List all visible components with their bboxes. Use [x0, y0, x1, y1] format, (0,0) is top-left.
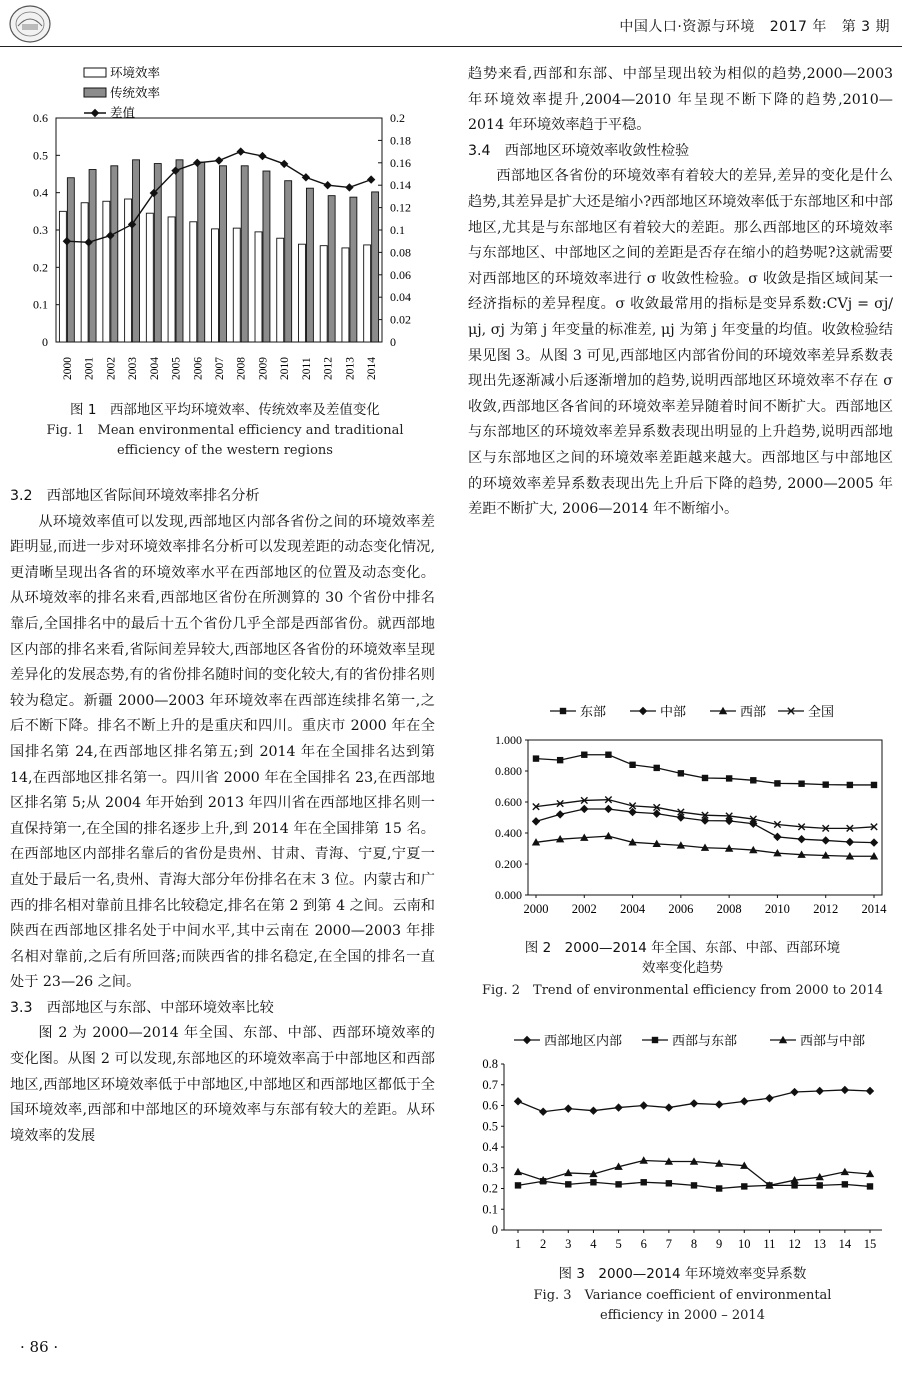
- fig3-xtick-label: 13: [813, 1237, 826, 1251]
- fig1-bar-env: [233, 228, 240, 342]
- fig2-xtick-label: 2008: [716, 902, 742, 916]
- fig2-xtick-label: 2002: [571, 902, 597, 916]
- fig2-point-0: [726, 775, 732, 781]
- header-rule: [0, 46, 902, 47]
- fig1-xtick-label: 2001: [83, 357, 96, 380]
- fig3-xtick-label: 6: [640, 1237, 647, 1251]
- fig1-ytick-label-right: 0.12: [390, 200, 411, 215]
- fig1-bar-env: [212, 229, 219, 342]
- fig1-bar-env: [298, 244, 305, 342]
- fig3-point-0: [765, 1094, 773, 1102]
- fig1-bar-trad: [220, 166, 227, 342]
- fig3-point-1: [615, 1181, 621, 1187]
- fig1-bar-trad: [285, 181, 292, 342]
- fig2-ytick-label: 0.000: [495, 888, 522, 902]
- fig2-point-0: [847, 782, 853, 788]
- fig1-ytick-label-right: 0.08: [390, 245, 411, 260]
- fig1-bar-trad: [154, 164, 161, 342]
- fig1-bar-trad: [111, 166, 118, 342]
- fig1-ytick-label-left: 0.6: [33, 111, 48, 125]
- fig1-ytick-label-left: 0: [42, 335, 48, 349]
- fig1-legend-label-diff: 差值: [110, 106, 136, 120]
- fig1-bar-env: [342, 248, 349, 342]
- fig2-point-1: [773, 833, 781, 841]
- fig3-legend-label-2: 西部与中部: [800, 1033, 866, 1048]
- fig3-ytick-label: 0.2: [482, 1181, 498, 1196]
- fig1-legend-label-env: 环境效率: [110, 66, 161, 80]
- fig3-point-1: [817, 1182, 823, 1188]
- fig1-xtick-label: 2011: [300, 357, 313, 380]
- left-text-column: [10, 484, 435, 1149]
- fig1-ytick-label-right: 0.16: [390, 155, 411, 170]
- fig1-bar-env: [190, 222, 197, 342]
- fig3-xtick-label: 12: [788, 1237, 801, 1251]
- fig1-bar-env: [125, 199, 132, 342]
- fig1-ytick-label-left: 0.3: [33, 223, 48, 237]
- fig1-bar-trad: [306, 188, 313, 342]
- fig3-xtick-label: 5: [615, 1237, 622, 1251]
- fig1-ytick-label-left: 0.4: [33, 185, 48, 200]
- fig1-chart: [4, 60, 436, 400]
- running-header: [619, 16, 890, 36]
- fig1-legend-swatch-env: [84, 68, 106, 77]
- fig1-legend-label-trad: 传统效率: [110, 86, 161, 100]
- fig2-xtick-label: 2014: [861, 902, 887, 916]
- fig3-point-0: [866, 1087, 874, 1095]
- fig3-point-0: [640, 1101, 648, 1109]
- fig3-ytick-label: 0: [491, 1223, 498, 1237]
- fig2-point-0: [798, 781, 804, 787]
- fig2-legend-label-2: 西部: [740, 704, 767, 719]
- fig2-point-1: [822, 836, 830, 844]
- fig2-point-0: [774, 780, 780, 786]
- section-3-3-body: 图 2 为 2000—2014 年全国、东部、中部、西部环境效率的变化图。从图 2 可以发现,东部地区的环境效率高于中部地区和西部地区,西部地区环境效率低于中部地区,中部地区和西部地区都低于全国环境效率,西部和中部地区的环境效率与东部有较大的差距。从环境效率的发展: [10, 1025, 435, 1144]
- journal-year: 2017 年: [769, 19, 827, 35]
- fig3-point-0: [614, 1103, 622, 1111]
- fig1-ytick-label-right: 0.06: [390, 267, 411, 282]
- fig2-caption-zh-2: 效率变化趋势: [642, 960, 723, 976]
- fig3-xtick-label: 3: [565, 1237, 572, 1251]
- fig2-caption-zh-1: 图 2 2000—2014 年全国、东部、中部、西部环境: [524, 940, 841, 956]
- fig3-point-1: [716, 1185, 722, 1191]
- fig2-point-1: [870, 838, 878, 846]
- fig1-point-diff: [345, 183, 353, 191]
- fig1-xtick-label: 2006: [192, 357, 205, 380]
- fig1-ytick-label-left: 0.5: [33, 148, 48, 163]
- fig1-xtick-label: 2007: [214, 357, 226, 380]
- fig1-bar-trad: [89, 170, 96, 342]
- fig3-xtick-label: 15: [863, 1237, 877, 1251]
- fig3-xtick-label: 14: [838, 1237, 852, 1251]
- fig1-point-diff: [237, 147, 245, 155]
- fig1-bar-env: [364, 245, 371, 342]
- fig2-point-1: [604, 805, 612, 813]
- fig1-caption-en-1: Fig. 1 Mean environmental efficiency and traditional: [46, 423, 404, 438]
- section-3-2-heading: 3.2 西部地区省际间环境效率排名分析: [10, 488, 260, 504]
- fig1-bar-trad: [328, 196, 335, 342]
- fig1-bar-trad: [241, 166, 248, 342]
- fig1-bar-env: [59, 211, 66, 342]
- fig3-point-2: [514, 1168, 522, 1175]
- figure-3: [470, 1022, 895, 1254]
- fig3-legend-label-0: 西部地区内部: [544, 1033, 623, 1048]
- figure-2: [470, 693, 895, 925]
- fig1-bar-trad: [350, 197, 357, 342]
- fig3-point-1: [515, 1182, 521, 1188]
- fig3-xtick-label: 9: [716, 1237, 723, 1251]
- fig3-point-0: [690, 1099, 698, 1107]
- fig2-point-0: [629, 762, 635, 768]
- fig3-point-2: [841, 1168, 849, 1175]
- fig1-point-diff: [323, 181, 331, 189]
- journal-name: 中国人口·资源与环境: [619, 19, 755, 35]
- fig1-xtick-label: 2010: [279, 357, 292, 380]
- fig1-ytick-label-right: 0.18: [390, 133, 411, 148]
- fig2-xtick-label: 2006: [668, 902, 694, 916]
- fig1-bar-trad: [198, 162, 205, 342]
- fig1-caption-en-2: efficiency of the western regions: [117, 443, 333, 458]
- fig3-xtick-label: 11: [763, 1237, 776, 1251]
- fig2-point-0: [702, 775, 708, 781]
- fig2-point-1: [846, 838, 854, 846]
- fig3-point-1: [867, 1183, 873, 1189]
- fig1-bar-env: [103, 201, 110, 342]
- fig3-ytick-label: 0.3: [482, 1160, 498, 1175]
- journal-issue: 第 3 期: [841, 19, 890, 35]
- section-3-2-body: 从环境效率值可以发现,西部地区内部各省份之间的环境效率差距明显,而进一步对环境效率排名分析可以发现差距的动态变化情况,更清晰呈现出各省的环境效率水平在西部地区的位置及动态变化。从环境效率的排名来看,西部地区省份在所测算的 30 个省份中排名靠后,全国排名中的最后十五个省份几乎全部是西部省份。就西部地区内部的排名来看,省际间差异较大,西部地区各省份的环境效率呈现差异化的发展态势,有的省份排名随时间的变化较大,有的省份排名则较为稳定。新疆 2000—2003 年环境效率在西部连续排名第一,之后不断下降。排名不断上升的是重庆和四川。重庆市 2000 年在全国排名第 24,在西部地区排名第五;到 2014 年在全国排名达到第 14,在西部地区排名第一。四川省 2000 年在全国排名 23,在西部地区排名第 5;从 2004 年开始到 2013 年四川省在西部地区排名则一直保持第一,在全国的排名逐步上升,到 2014 年在全国排第 15 名。在西部地区内部排名靠后的省份是贵州、甘肃、青海、宁夏,宁夏一直处于最后一名,贵州、青海大部分年份排名在末 3 位。内蒙古和广西的排名相对靠前且排名比较稳定,排名在第 2 到第 4 之间。云南和陕西在西部地区排名处于中间水平,其中云南在 2000—2003 年排名相对靠前,之后有所回落;而陕西省的排名稳定,在全国的排名一直处于 23—26 之间。: [10, 513, 435, 991]
- fig2-point-1: [580, 805, 588, 813]
- section-3-3-continued: 趋势来看,西部和东部、中部呈现出较为相似的趋势,2000—2003 年环境效率提升,2004—2010 年呈现不断下降的趋势,2010—2014 年环境效率趋于平稳。: [468, 66, 893, 134]
- fig2-point-0: [533, 755, 539, 761]
- section-3-3-heading: 3.3 西部地区与东部、中部环境效率比较: [10, 999, 274, 1016]
- fig2-xtick-label: 2004: [620, 902, 646, 916]
- fig3-ytick-label: 0.7: [482, 1077, 498, 1092]
- fig1-xtick-label: 2005: [170, 357, 183, 380]
- fig1-ytick-label-right: 0.14: [390, 178, 411, 193]
- fig1-bar-env: [81, 203, 88, 342]
- fig3-chart: [470, 1022, 895, 1254]
- fig2-xtick-label: 2012: [813, 902, 839, 916]
- fig1-legend-marker-diff: [91, 109, 99, 117]
- fig2-legend-marker-0: [560, 708, 566, 714]
- fig2-point-1: [532, 817, 540, 825]
- fig3-point-1: [565, 1181, 571, 1187]
- page-number: · 86 ·: [20, 1338, 59, 1356]
- fig2-point-0: [750, 777, 756, 783]
- fig3-point-0: [564, 1104, 572, 1112]
- fig1-point-diff: [302, 173, 310, 181]
- fig1-caption-zh: 图 1 西部地区平均环境效率、传统效率及差值变化: [70, 402, 380, 418]
- fig2-ytick-label: 0.200: [495, 857, 522, 871]
- fig2-point-2: [604, 832, 612, 839]
- fig3-xtick-label: 7: [665, 1237, 672, 1251]
- fig3-point-0: [665, 1103, 673, 1111]
- fig2-ytick-label: 0.400: [495, 826, 522, 840]
- fig2-point-1: [797, 835, 805, 843]
- fig2-point-0: [654, 765, 660, 771]
- fig1-xtick-label: 2012: [322, 357, 335, 380]
- fig1-bar-trad: [67, 178, 74, 342]
- fig1-bar-env: [320, 246, 327, 342]
- right-text-column: [468, 62, 893, 523]
- fig2-point-0: [678, 770, 684, 776]
- fig1-xtick-label: 2003: [127, 357, 140, 380]
- fig1-bar-env: [168, 217, 175, 342]
- fig3-ytick-label: 0.4: [482, 1140, 498, 1154]
- fig2-point-0: [871, 782, 877, 788]
- fig2-ytick-label: 0.800: [495, 764, 522, 778]
- fig1-ytick-label-right: 0.04: [390, 290, 411, 305]
- fig2-caption-en: Fig. 2 Trend of environmental efficiency from 2000 to 2014: [482, 983, 883, 998]
- fig1-bar-env: [146, 213, 153, 342]
- fig2-point-0: [581, 752, 587, 758]
- fig1-ytick-label-left: 0.1: [33, 297, 48, 312]
- fig2-chart: [470, 693, 895, 925]
- fig2-legend-marker-1: [639, 707, 647, 715]
- fig3-point-0: [740, 1097, 748, 1105]
- fig1-bar-trad: [133, 160, 140, 342]
- fig3-caption-en-2: efficiency in 2000 – 2014: [600, 1308, 765, 1323]
- figure-1: [4, 60, 436, 400]
- fig1-bar-trad: [372, 192, 379, 342]
- fig2-ytick-label: 1.000: [495, 733, 522, 747]
- fig1-bar-trad: [176, 160, 183, 342]
- fig3-point-1: [590, 1179, 596, 1185]
- fig3-legend-label-1: 西部与东部: [672, 1033, 738, 1048]
- fig3-ytick-label: 0.8: [482, 1057, 498, 1071]
- fig3-point-0: [816, 1087, 824, 1095]
- fig1-legend-swatch-trad: [84, 88, 106, 97]
- fig1-bar-env: [255, 232, 262, 342]
- fig3-ytick-label: 0.6: [482, 1098, 498, 1113]
- fig3-point-1: [842, 1181, 848, 1187]
- fig1-point-diff: [258, 152, 266, 160]
- fig2-ytick-label: 0.600: [495, 795, 522, 809]
- fig1-ytick-label-right: 0.2: [390, 111, 405, 125]
- fig2-point-1: [556, 810, 564, 818]
- fig2-legend-label-1: 中部: [660, 704, 687, 719]
- fig3-caption-en-1: Fig. 3 Variance coefficient of environmental: [533, 1288, 832, 1303]
- fig3-caption-zh: 图 3 2000—2014 年环境效率变异系数: [558, 1266, 807, 1282]
- fig3-xtick-label: 8: [690, 1237, 698, 1251]
- section-3-4-heading: 3.4 西部地区环境效率收敛性检验: [468, 142, 690, 159]
- fig3-xtick-label: 4: [590, 1237, 597, 1251]
- fig3-point-0: [539, 1108, 547, 1116]
- fig2-xtick-label: 2000: [523, 902, 549, 916]
- fig3-xtick-label: 2: [540, 1237, 547, 1251]
- fig3-point-0: [841, 1086, 849, 1094]
- fig1-ytick-label-right: 0.02: [390, 312, 411, 327]
- journal-logo: [8, 4, 52, 44]
- fig3-point-1: [641, 1179, 647, 1185]
- fig1-xtick-label: 2014: [366, 357, 379, 380]
- fig1-ytick-label-right: 0.1: [390, 223, 405, 237]
- section-3-4-body: 西部地区各省份的环境效率有着较大的差异,差异的变化是什么趋势,其差异是扩大还是缩小?西部地区环境效率低于东部地区和中部地区,尤其是与东部地区有着较大的差距。那么西部地区的环境效率与东部地区、中部地区之间的差距是否存在缩小的趋势呢?这就需要对西部地区的环境效率进行 σ 收敛性检验。σ 收敛是指区域间某一经济指标的差异程度。σ 收敛最常用的指标是变异系数:CVj = σj/μj, σj 为第 j 年变量的标准差, μj 为第 j 年变量的均值。收敛检验结果见图 3。从图 3 可见,西部地区内部省份间的环境效率差异系数表现出先逐渐减小后逐渐增加的趋势,说明西部地区环境效率不存在 σ 收敛,西部地区各省间的环境效率差异随着时间不断扩大。西部地区与东部地区的环境效率差异系数表现出明显的上升趋势,说明西部地区与东部地区之间的环境效率差距越来越大。西部地区与中部地区的环境效率差异系数表现出先上升后下降的趋势, 2000—2005 年差距不断扩大, 2006—2014 年不断缩小。: [468, 168, 893, 518]
- fig3-xtick-label: 10: [738, 1237, 751, 1251]
- fig3-xtick-label: 1: [514, 1237, 522, 1251]
- fig1-bar-trad: [263, 171, 270, 342]
- fig1-ytick-label-right: 0: [390, 335, 396, 349]
- fig3-ytick-label: 0.1: [482, 1202, 498, 1217]
- fig1-xtick-label: 2013: [344, 357, 357, 380]
- fig3-point-0: [790, 1088, 798, 1096]
- fig1-bar-env: [277, 238, 284, 342]
- fig3-legend-marker-1: [652, 1037, 658, 1043]
- fig3-point-0: [715, 1100, 723, 1108]
- fig1-point-diff: [367, 175, 375, 183]
- fig1-ytick-label-left: 0.2: [33, 260, 48, 275]
- fig3-point-1: [741, 1183, 747, 1189]
- fig3-ytick-label: 0.5: [482, 1119, 498, 1134]
- fig2-legend-label-3: 全国: [808, 704, 835, 719]
- fig2-point-0: [557, 757, 563, 763]
- fig1-xtick-label: 2008: [235, 357, 248, 380]
- fig3-point-0: [589, 1106, 597, 1114]
- fig3-point-1: [666, 1180, 672, 1186]
- fig2-point-0: [823, 781, 829, 787]
- fig3-point-1: [691, 1182, 697, 1188]
- fig3-legend-marker-0: [523, 1036, 531, 1044]
- fig1-point-diff: [280, 160, 288, 168]
- fig1-xtick-label: 2000: [61, 357, 74, 380]
- fig2-legend-label-0: 东部: [580, 704, 607, 719]
- fig2-point-0: [605, 752, 611, 758]
- fig1-point-diff: [215, 156, 223, 164]
- fig2-xtick-label: 2010: [764, 902, 790, 916]
- fig1-xtick-label: 2009: [257, 357, 270, 380]
- fig1-xtick-label: 2002: [105, 357, 118, 380]
- fig2-point-1: [749, 820, 757, 828]
- fig1-xtick-label: 2004: [148, 357, 161, 380]
- fig3-point-0: [514, 1097, 522, 1105]
